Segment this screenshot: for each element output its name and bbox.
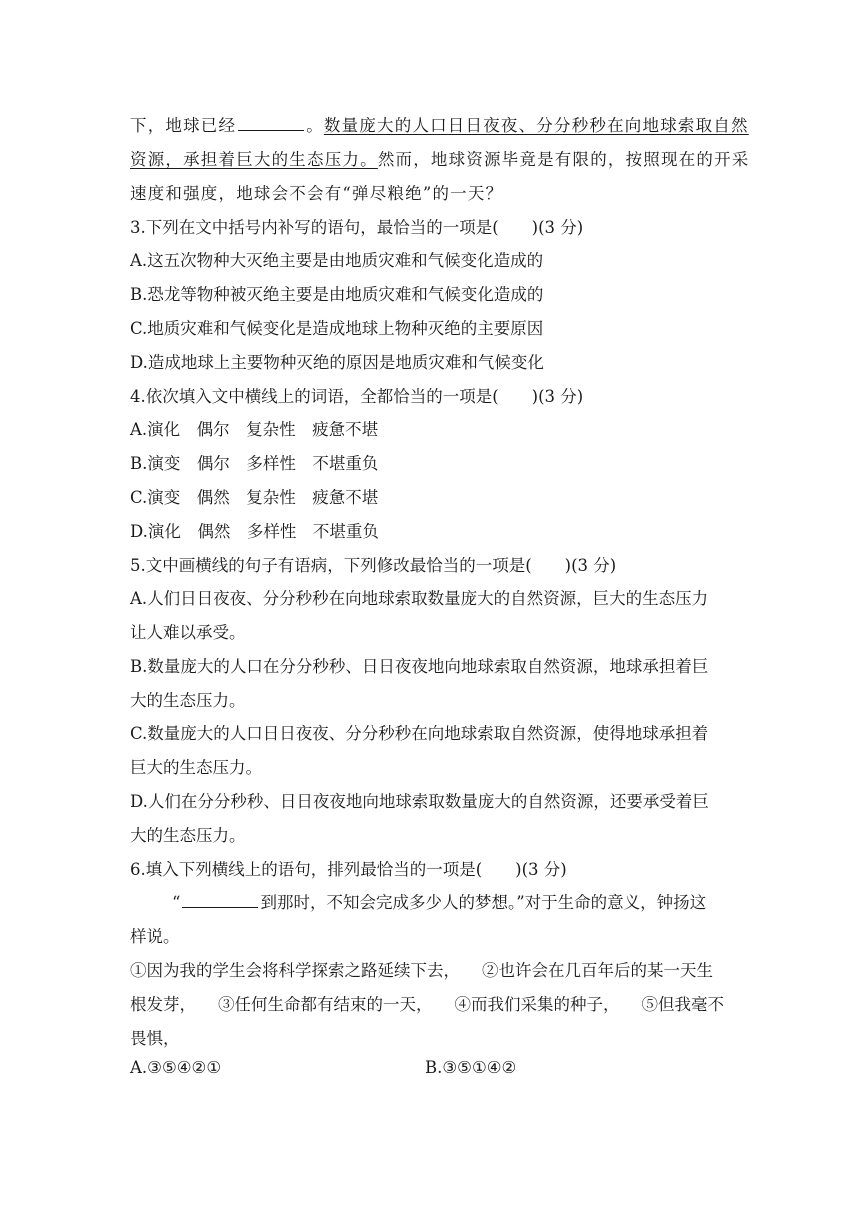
sentence-2: ②也许会在几百年后的某一天生 xyxy=(482,961,713,980)
q5-option-d-line2: 大的生态压力。 xyxy=(130,826,246,845)
sentence-1: ①因为我的学生会将科学探索之路延续下去， xyxy=(130,961,460,980)
sentence-5: ⑤但我毫不 xyxy=(641,995,724,1014)
q3-option-a: A.这五次物种大灭绝主要是由地质灾难和气候变化造成的 xyxy=(130,251,544,270)
underlined-sentence: 资源，承担着巨大的生态压力。 xyxy=(130,150,378,169)
fill-blank xyxy=(238,116,304,131)
q4-option-b: B.演变 偶尔 多样性 不堪重负 xyxy=(130,454,379,473)
sentence-3: ③任何生命都有结束的一天， xyxy=(218,995,433,1014)
question-3-stem: 3.下列在文中括号内补写的语句，最恰当的一项是( )(3 分) xyxy=(130,218,584,237)
question-5-stem: 5.文中画横线的句子有语病，下列修改最恰当的一项是( )(3 分) xyxy=(130,556,617,575)
passage-line-1 xyxy=(130,112,749,136)
underlined-sentence: 数量庞大的人口日日夜夜、分分秒秒在向地球索取自然 xyxy=(323,116,749,135)
q6-quote-line1 xyxy=(172,889,732,913)
quote-text: 到那时，不知会完成多少人的梦想。”对于生命的意义，钟扬这 xyxy=(260,893,707,912)
q6-option-b: B.③⑤①④② xyxy=(425,1058,517,1077)
passage-text: 然而，地球资源毕竟是有限的，按照现在的开采 xyxy=(377,150,750,169)
q6-option-a: A.③⑤④②① xyxy=(130,1058,222,1077)
q3-option-c: C.地质灾难和气候变化是造成地球上物种灭绝的主要原因 xyxy=(130,319,544,338)
q5-option-a-line1: A.人们日日夜夜、分分秒秒在向地球索取数量庞大的自然资源，巨大的生态压力 xyxy=(130,589,709,608)
q4-option-d: D.演化 偶然 多样性 不堪重负 xyxy=(130,522,379,541)
passage-text: 。 xyxy=(306,116,324,135)
q6-sentences-line2 xyxy=(130,991,750,1015)
quote-mark: “ xyxy=(172,893,181,912)
question-4-stem: 4.依次填入文中横线上的词语，全都恰当的一项是( )(3 分) xyxy=(130,387,584,406)
q3-option-b: B.恐龙等物种被灭绝主要是由地质灾难和气候变化造成的 xyxy=(130,285,544,304)
passage-line-2 xyxy=(130,146,750,170)
question-6-stem: 6.填入下列横线上的语句，排列最恰当的一项是( )(3 分) xyxy=(130,860,567,879)
q5-option-a-line2: 让人难以承受。 xyxy=(130,623,246,642)
q3-option-d: D.造成地球上主要物种灭绝的原因是地质灾难和气候变化 xyxy=(130,353,544,372)
q4-option-a: A.演化 偶尔 复杂性 疲惫不堪 xyxy=(130,420,379,439)
sentence-4: ④而我们采集的种子， xyxy=(454,995,620,1014)
q5-option-b-line2: 大的生态压力。 xyxy=(130,691,246,710)
passage-text: 速度和强度，地球会不会有“弹尽粮绝”的一天？ xyxy=(130,184,504,203)
passage-text: 下，地球已经 xyxy=(130,116,237,135)
q6-sentences-line1 xyxy=(130,957,750,981)
q5-option-d-line1: D.人们在分分秒秒、日日夜夜地向地球索取数量庞大的自然资源，还要承受着巨 xyxy=(130,792,709,811)
q4-option-c: C.演变 偶然 复杂性 疲惫不堪 xyxy=(130,488,379,507)
fill-blank xyxy=(182,893,258,908)
q5-option-c-line2: 巨大的生态压力。 xyxy=(130,758,262,777)
q5-option-b-line1: B.数量庞大的人口在分分秒秒、日日夜夜地向地球索取自然资源，地球承担着巨 xyxy=(130,657,709,676)
q6-sentences-line3: 畏惧， xyxy=(130,1029,180,1048)
q5-option-c-line1: C.数量庞大的人口日日夜夜、分分秒秒在向地球索取自然资源，使得地球承担着 xyxy=(130,724,709,743)
q6-quote-line2: 样说。 xyxy=(130,927,180,946)
sentence-2-cont: 根发芽， xyxy=(130,995,196,1014)
passage-line-3 xyxy=(130,180,730,204)
